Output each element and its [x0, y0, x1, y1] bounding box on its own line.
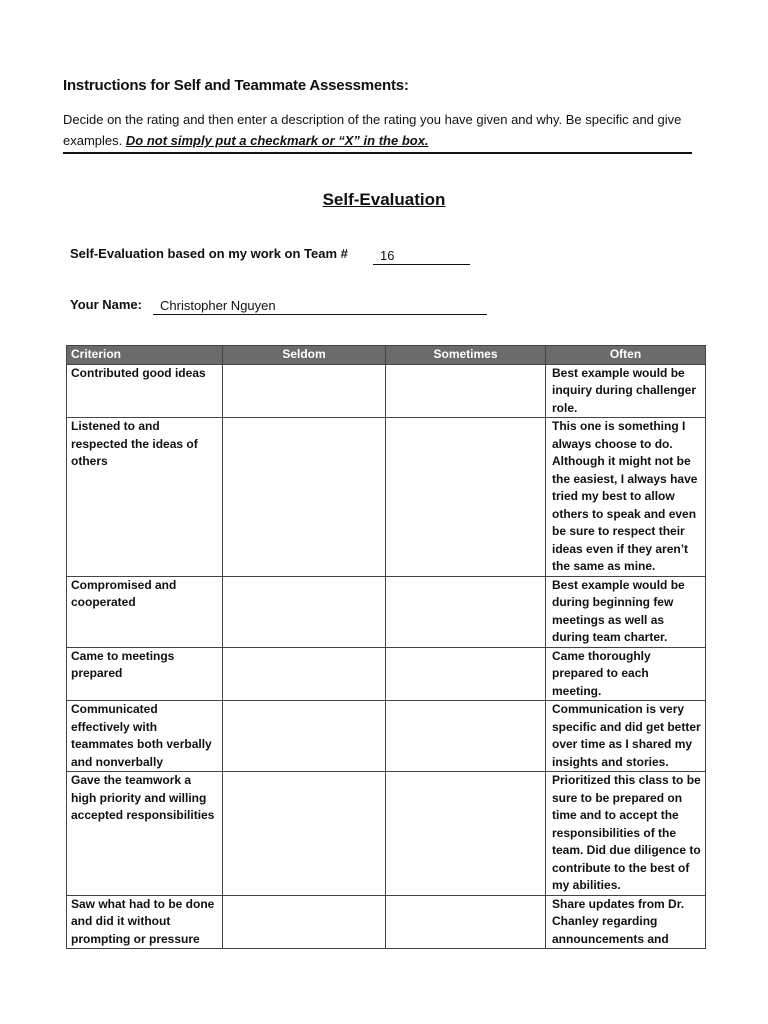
seldom-cell[interactable] [223, 895, 386, 949]
often-cell[interactable]: Best example would be during beginning few meetings as well as during team charter. [546, 576, 706, 647]
table-row [67, 418, 706, 577]
page-title: Self-Evaluation [322, 190, 446, 209]
sometimes-cell[interactable] [386, 576, 546, 647]
header-sometimes: Sometimes [386, 346, 546, 365]
criterion-cell: Gave the teamwork a high priority and willing accepted responsibilities [67, 772, 223, 896]
sometimes-cell[interactable] [386, 701, 546, 772]
seldom-cell[interactable] [223, 647, 386, 701]
seldom-cell[interactable] [223, 418, 386, 577]
name-field[interactable]: Christopher Nguyen [153, 297, 487, 315]
seldom-cell[interactable] [223, 364, 386, 418]
table-row [67, 364, 706, 418]
criterion-cell: Contributed good ideas [67, 364, 223, 418]
sometimes-cell[interactable] [386, 418, 546, 577]
name-label: Your Name: [70, 297, 142, 312]
table-row [67, 576, 706, 647]
table-row [67, 772, 706, 896]
header-criterion: Criterion [67, 346, 223, 365]
header-often: Often [546, 346, 706, 365]
team-number-field[interactable]: 16 [373, 247, 470, 265]
sometimes-cell[interactable] [386, 772, 546, 896]
section-divider [63, 152, 692, 154]
criterion-cell: Saw what had to be done and did it without prompting or pressure [67, 895, 223, 949]
often-cell[interactable]: Share updates from Dr. Chanley regarding announcements and [546, 895, 706, 949]
instructions-body [63, 109, 703, 151]
seldom-cell[interactable] [223, 576, 386, 647]
criterion-cell: Communicated effectively with teammates both verbally and nonverbally [67, 701, 223, 772]
instructions-heading: Instructions for Self and Teammate Assessments: [63, 77, 409, 94]
table-row [67, 701, 706, 772]
sometimes-cell[interactable] [386, 895, 546, 949]
table-row [67, 647, 706, 701]
instructions-emphasis: Do not simply put a checkmark or “X” in the box. [125, 133, 429, 148]
table-row [67, 895, 706, 949]
seldom-cell[interactable] [223, 701, 386, 772]
often-cell[interactable]: Prioritized this class to be sure to be prepared on time and to accept the responsibilities of the team. Did due diligence to contribute to the best of my abilities. [546, 772, 706, 896]
seldom-cell[interactable] [223, 772, 386, 896]
sometimes-cell[interactable] [386, 647, 546, 701]
sometimes-cell[interactable] [386, 364, 546, 418]
often-cell[interactable]: This one is something I always choose to do. Although it might not be the easiest, I always have tried my best to allow others to speak and even be sure to respect their ideas even if they aren’t the same as mine. [546, 418, 706, 577]
team-number-label: Self-Evaluation based on my work on Team # [70, 246, 348, 261]
table-header-row [67, 346, 706, 365]
often-cell[interactable]: Best example would be inquiry during challenger role. [546, 364, 706, 418]
often-cell[interactable]: Communication is very specific and did get better over time as I shared my insights and stories. [546, 701, 706, 772]
criterion-cell: Listened to and respected the ideas of others [67, 418, 223, 577]
criterion-cell: Came to meetings prepared [67, 647, 223, 701]
instructions-text: Decide on the rating and then enter a description of the rating you have given and why. Be specific and give examples. [63, 112, 682, 148]
often-cell[interactable]: Came thoroughly prepared to each meeting. [546, 647, 706, 701]
evaluation-table [66, 345, 706, 949]
criterion-cell: Compromised and cooperated [67, 576, 223, 647]
header-seldom: Seldom [223, 346, 386, 365]
